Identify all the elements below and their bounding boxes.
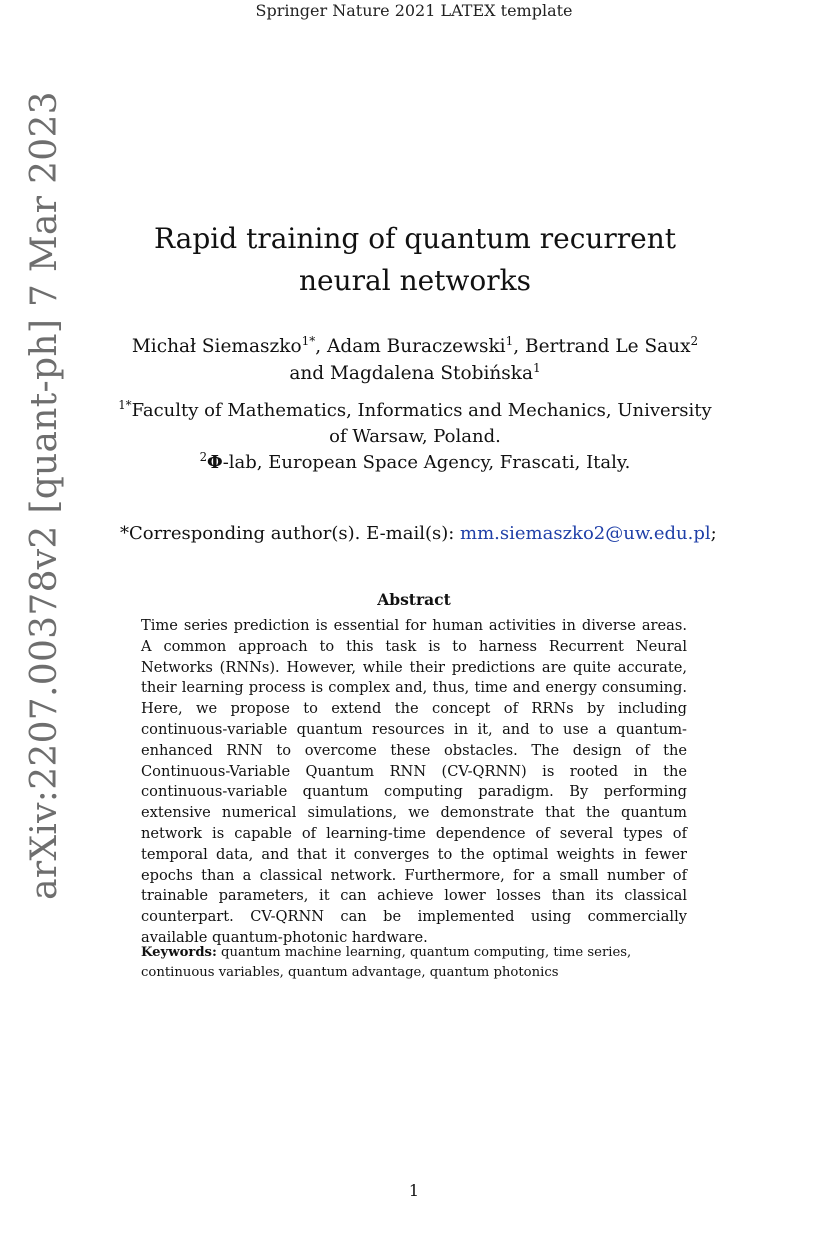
abstract-heading: Abstract: [377, 590, 451, 609]
author-list: [110, 333, 720, 387]
author-name: Magdalena Stobińska: [329, 363, 534, 384]
author-conjunction: and: [289, 363, 330, 384]
arxiv-identifier: arXiv:2207.00378v2 [quant-ph] 7 Mar 2023: [23, 90, 65, 900]
keywords-text: quantum machine learning, quantum computing, time series, continuous variables, quantum advantage, quantum photonics: [141, 945, 632, 980]
title-line-2: neural networks: [299, 264, 531, 297]
corresponding-suffix: ;: [710, 523, 717, 544]
affiliations: [110, 398, 720, 476]
author-line-1: Michał Siemaszko$^{1*}$, Adam Buraczewski$^1$, Bertrand Le Saux$^2$: [131, 333, 699, 357]
paper-title: [120, 218, 710, 302]
keywords: [141, 943, 687, 982]
abstract-body: Time series prediction is essential for human activities in diverse areas. A common approach to this task is to harness Recurrent Neural Networks (RNNs). However, while their predictions are quite accurate, their learning process is complex and, thus, time and energy consuming. Here, we propose to extend the concept of RRNs by including continuous-variable quantum resources in it, and to use a quantum-enhanced RNN to overcome these obstacles. The design of the Continuous-Variable Quantum RNN (CV-QRNN) is rooted in the continuous-variable quantum computing paradigm. By performing extensive numerical simulations, we demonstrate that the quantum network is capable of learning-time dependence of several types of temporal data, and that it converges to the optimal weights in fewer epochs than a classical network. Furthermore, for a small number of trainable parameters, it can achieve lower losses than its classical counterpart. CV-QRNN can be implemented using commercially available quantum-photonic hardware.: [141, 617, 687, 946]
email-link[interactable]: mm.siemaszko2@uw.edu.pl: [460, 523, 711, 544]
author-name: Michał Siemaszko: [131, 336, 302, 357]
keywords-label: Keywords:: [141, 945, 217, 960]
author-affil-mark: 1: [533, 360, 541, 375]
title-line-1: Rapid training of quantum recurrent: [153, 222, 677, 255]
author-affil-mark: 1: [505, 333, 514, 348]
affiliation-1: [110, 398, 720, 424]
running-header: Springer Nature 2021 LATEX template: [255, 1, 573, 20]
page-number: 1: [408, 1181, 420, 1200]
author-affil-mark: 1*: [301, 333, 316, 348]
affiliation-text: -lab, European Space Agency, Frascati, Italy.: [222, 452, 631, 473]
affiliation-2: [110, 450, 720, 476]
affiliation-text: Faculty of Mathematics, Informatics and Mechanics, University: [131, 400, 712, 421]
affiliation-mark: 2: [199, 450, 208, 464]
author-line-2: [110, 360, 720, 387]
affiliation-mark: 1*: [118, 398, 132, 412]
author-affil-mark: 2: [690, 333, 699, 348]
author-name: Adam Buraczewski: [327, 336, 506, 357]
author-name: Bertrand Le Saux: [525, 336, 691, 357]
affiliation-1-cont: of Warsaw, Poland.: [329, 426, 501, 447]
corresponding-label: *Corresponding author(s). E-mail(s):: [120, 523, 461, 544]
arxiv-sidebar: [14, 90, 74, 900]
corresponding-author: [120, 521, 720, 547]
phi-symbol: Φ: [207, 452, 223, 473]
